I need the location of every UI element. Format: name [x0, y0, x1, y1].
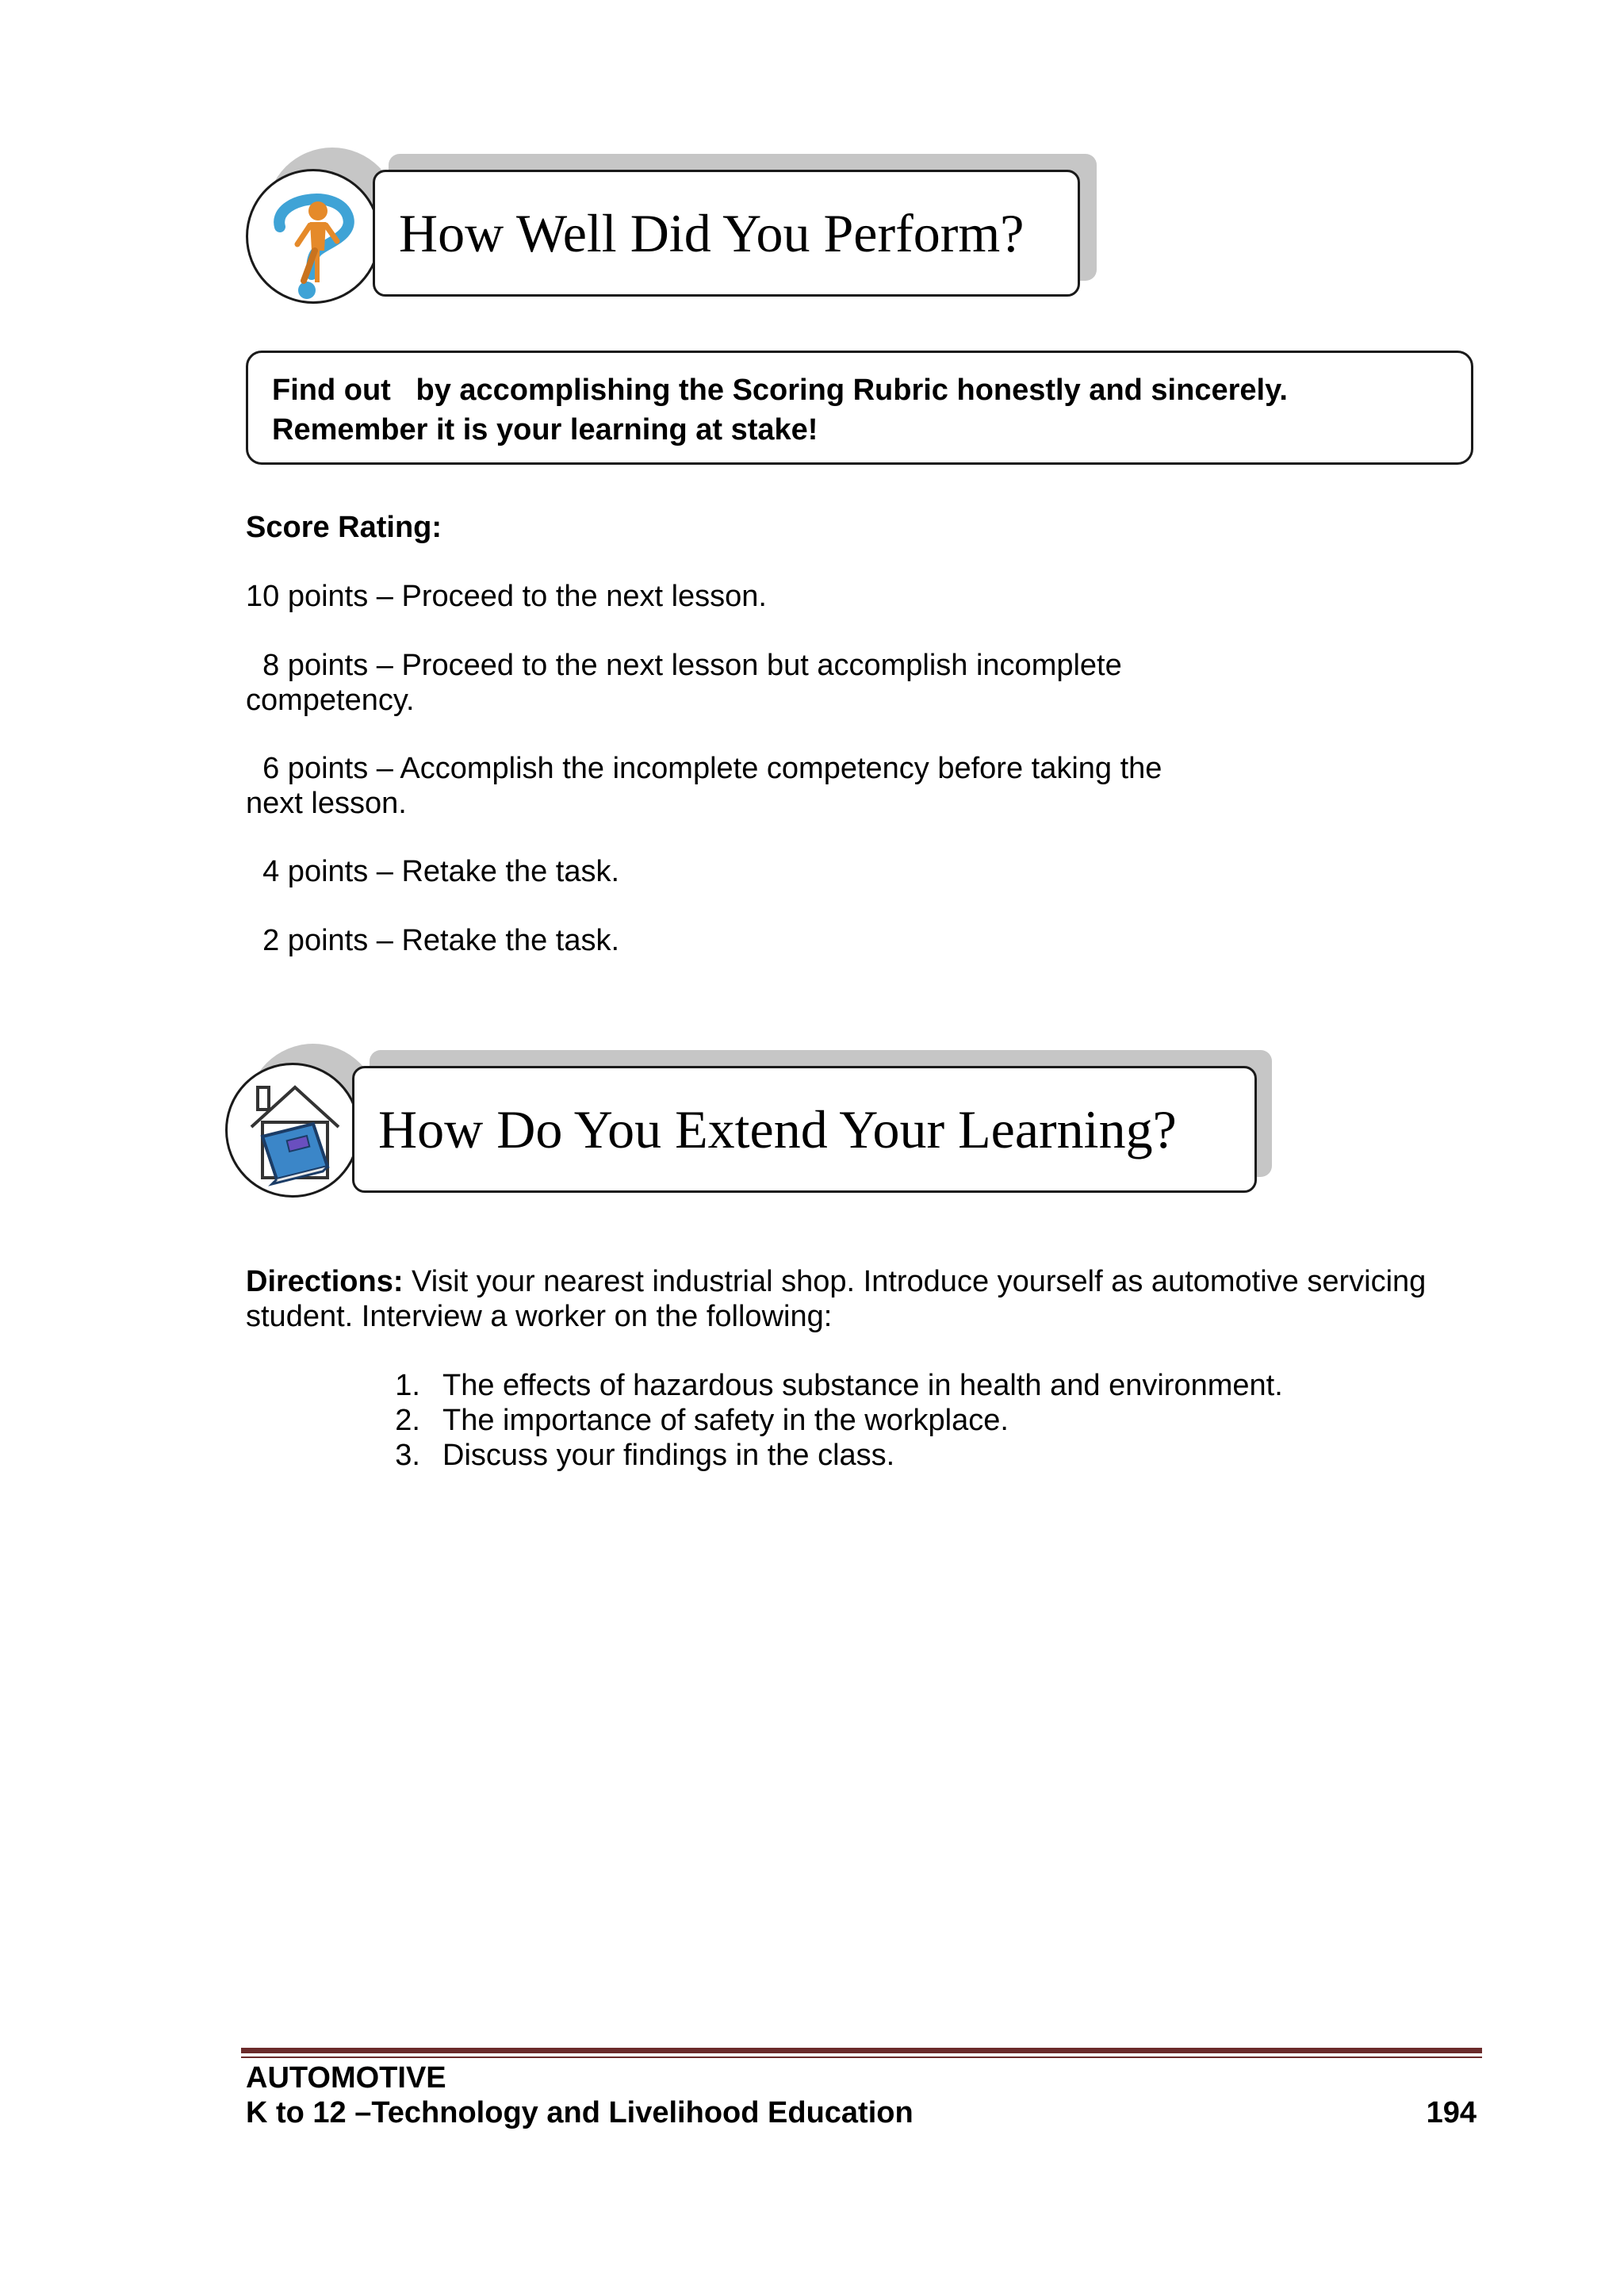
- house-book-icon: [225, 1063, 360, 1198]
- list-number: 2.: [395, 1404, 420, 1437]
- directions-text: Visit your nearest industrial shop. Introduce yourself as automotive servicing: [403, 1265, 1427, 1298]
- score-item-8: 8 points – Proceed to the next lesson but accomplish incomplete: [246, 649, 1122, 682]
- directions-label: Directions:: [246, 1265, 404, 1298]
- score-item-4: 4 points – Retake the task.: [246, 855, 620, 888]
- score-item-10: 10 points – Proceed to the next lesson.: [246, 580, 767, 613]
- question-mark-figure-icon: [246, 169, 381, 304]
- footer-rule: [241, 2048, 1482, 2053]
- callout-line-1: Find out by accomplishing the Scoring Rubric honestly and sincerely.: [272, 374, 1288, 407]
- footer-subject: AUTOMOTIVE: [246, 2061, 446, 2095]
- score-item-8-cont: competency.: [246, 684, 415, 717]
- footer-course: K to 12 –Technology and Livelihood Education: [246, 2096, 914, 2129]
- page-number: 194: [1426, 2096, 1477, 2129]
- footer-rule-thin: [241, 2056, 1482, 2058]
- section-title-text: How Do You Extend Your Learning?: [378, 1098, 1177, 1159]
- callout-line-2: Remember it is your learning at stake!: [272, 413, 818, 447]
- score-item-6: 6 points – Accomplish the incomplete competency before taking the: [246, 752, 1162, 785]
- directions-line-1: [246, 1264, 1426, 1299]
- score-rating-heading: Score Rating:: [246, 511, 442, 544]
- section-title-text: How Well Did You Perform?: [399, 202, 1025, 263]
- list-text: Discuss your findings in the class.: [442, 1439, 895, 1472]
- section-title-performance: [373, 170, 1080, 297]
- score-item-2: 2 points – Retake the task.: [246, 924, 620, 957]
- list-number: 3.: [395, 1439, 420, 1472]
- score-item-6-cont: next lesson.: [246, 787, 407, 820]
- section-title-extend: [352, 1066, 1257, 1193]
- list-number: 1.: [395, 1369, 420, 1402]
- list-text: The effects of hazardous substance in health and environment.: [442, 1369, 1283, 1402]
- list-text: The importance of safety in the workplace.: [442, 1404, 1009, 1437]
- directions-line-2: student. Interview a worker on the following:: [246, 1300, 833, 1333]
- instruction-callout: [246, 351, 1473, 465]
